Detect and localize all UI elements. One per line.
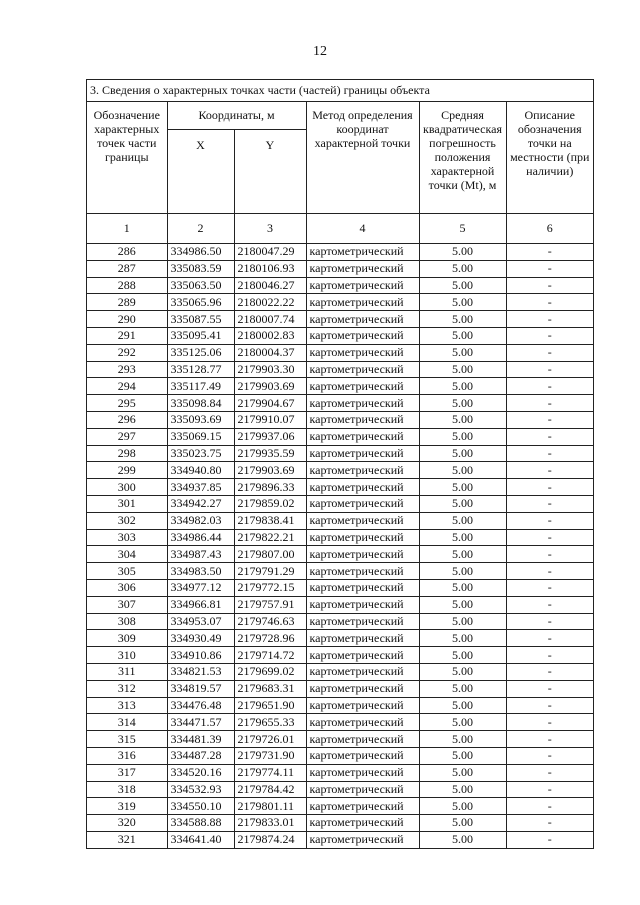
- y-coordinate-cell: 2179655.33: [234, 714, 306, 731]
- error-cell: 5.00: [419, 747, 506, 764]
- column-number: 1: [87, 214, 167, 244]
- error-cell: 5.00: [419, 327, 506, 344]
- error-cell: 5.00: [419, 395, 506, 412]
- y-coordinate-cell: 2179774.11: [234, 764, 306, 781]
- y-coordinate-cell: 2180046.27: [234, 277, 306, 294]
- method-cell: картометрический: [306, 546, 419, 563]
- x-coordinate-cell: 335063.50: [167, 277, 234, 294]
- method-cell: картометрический: [306, 327, 419, 344]
- method-cell: картометрический: [306, 260, 419, 277]
- x-coordinate-cell: 334986.50: [167, 244, 234, 261]
- method-cell: картометрический: [306, 781, 419, 798]
- error-cell: 5.00: [419, 260, 506, 277]
- description-cell: -: [506, 764, 593, 781]
- y-coordinate-cell: 2179731.90: [234, 747, 306, 764]
- error-cell: 5.00: [419, 630, 506, 647]
- point-cell: 313: [87, 697, 167, 714]
- table-row: [87, 361, 593, 378]
- x-coordinate-cell: 334983.50: [167, 563, 234, 580]
- table-row: [87, 244, 593, 261]
- point-cell: 291: [87, 327, 167, 344]
- table-row: [87, 697, 593, 714]
- method-cell: картометрический: [306, 663, 419, 680]
- description-cell: -: [506, 831, 593, 848]
- description-cell: -: [506, 613, 593, 630]
- y-coordinate-cell: 2179937.06: [234, 428, 306, 445]
- error-cell: 5.00: [419, 596, 506, 613]
- error-cell: 5.00: [419, 411, 506, 428]
- point-cell: 310: [87, 647, 167, 664]
- description-cell: -: [506, 680, 593, 697]
- error-cell: 5.00: [419, 479, 506, 496]
- point-cell: 307: [87, 596, 167, 613]
- description-cell: -: [506, 647, 593, 664]
- table-row: [87, 378, 593, 395]
- table-row: [87, 647, 593, 664]
- point-cell: 318: [87, 781, 167, 798]
- error-cell: 5.00: [419, 344, 506, 361]
- table-row: [87, 596, 593, 613]
- description-cell: -: [506, 563, 593, 580]
- method-cell: картометрический: [306, 798, 419, 815]
- y-coordinate-cell: 2179801.11: [234, 798, 306, 815]
- point-cell: 311: [87, 663, 167, 680]
- description-cell: -: [506, 344, 593, 361]
- header-x: X: [167, 130, 234, 214]
- y-coordinate-cell: 2179896.33: [234, 479, 306, 496]
- point-cell: 298: [87, 445, 167, 462]
- table-row: [87, 731, 593, 748]
- x-coordinate-cell: 334550.10: [167, 798, 234, 815]
- y-coordinate-cell: 2179651.90: [234, 697, 306, 714]
- x-coordinate-cell: 334476.48: [167, 697, 234, 714]
- description-cell: -: [506, 731, 593, 748]
- description-cell: -: [506, 462, 593, 479]
- method-cell: картометрический: [306, 395, 419, 412]
- description-cell: -: [506, 596, 593, 613]
- y-coordinate-cell: 2179838.41: [234, 512, 306, 529]
- table-row: [87, 831, 593, 848]
- description-cell: -: [506, 747, 593, 764]
- column-number: 2: [167, 214, 234, 244]
- y-coordinate-cell: 2179728.96: [234, 630, 306, 647]
- y-coordinate-cell: 2179683.31: [234, 680, 306, 697]
- table-row: [87, 630, 593, 647]
- x-coordinate-cell: 335128.77: [167, 361, 234, 378]
- table-row: [87, 815, 593, 832]
- y-coordinate-cell: 2179910.07: [234, 411, 306, 428]
- x-coordinate-cell: 334821.53: [167, 663, 234, 680]
- y-coordinate-cell: 2179859.02: [234, 495, 306, 512]
- x-coordinate-cell: 334937.85: [167, 479, 234, 496]
- y-coordinate-cell: 2179833.01: [234, 815, 306, 832]
- point-cell: 320: [87, 815, 167, 832]
- error-cell: 5.00: [419, 579, 506, 596]
- table-row: [87, 327, 593, 344]
- error-cell: 5.00: [419, 311, 506, 328]
- description-cell: -: [506, 529, 593, 546]
- point-cell: 286: [87, 244, 167, 261]
- y-coordinate-cell: 2179903.69: [234, 378, 306, 395]
- header-description: Описание обозначения точки на местности (при наличии): [506, 102, 593, 214]
- column-number-row: [87, 214, 593, 244]
- header-error: Средняя квадратическая погрешность положения характерной точки (Mt), м: [419, 102, 506, 214]
- y-coordinate-cell: 2179714.72: [234, 647, 306, 664]
- error-cell: 5.00: [419, 815, 506, 832]
- y-coordinate-cell: 2179726.01: [234, 731, 306, 748]
- header-coordinates: Координаты, м: [167, 102, 306, 130]
- description-cell: -: [506, 378, 593, 395]
- x-coordinate-cell: 335117.49: [167, 378, 234, 395]
- description-cell: -: [506, 546, 593, 563]
- x-coordinate-cell: 334953.07: [167, 613, 234, 630]
- header-point-designation: Обозначение характерных точек части границы: [87, 102, 167, 214]
- description-cell: -: [506, 781, 593, 798]
- table-row: [87, 445, 593, 462]
- point-cell: 290: [87, 311, 167, 328]
- y-coordinate-cell: 2180022.22: [234, 294, 306, 311]
- error-cell: 5.00: [419, 613, 506, 630]
- method-cell: картометрический: [306, 411, 419, 428]
- point-cell: 293: [87, 361, 167, 378]
- description-cell: -: [506, 697, 593, 714]
- description-cell: -: [506, 495, 593, 512]
- x-coordinate-cell: 334471.57: [167, 714, 234, 731]
- x-coordinate-cell: 334940.80: [167, 462, 234, 479]
- description-cell: -: [506, 512, 593, 529]
- x-coordinate-cell: 335065.96: [167, 294, 234, 311]
- error-cell: 5.00: [419, 428, 506, 445]
- error-cell: 5.00: [419, 831, 506, 848]
- x-coordinate-cell: 335095.41: [167, 327, 234, 344]
- point-cell: 312: [87, 680, 167, 697]
- point-cell: 306: [87, 579, 167, 596]
- x-coordinate-cell: 334481.39: [167, 731, 234, 748]
- point-cell: 300: [87, 479, 167, 496]
- boundary-points-section: [86, 79, 594, 849]
- error-cell: 5.00: [419, 663, 506, 680]
- error-cell: 5.00: [419, 294, 506, 311]
- x-coordinate-cell: 334641.40: [167, 831, 234, 848]
- method-cell: картометрический: [306, 630, 419, 647]
- table-row: [87, 277, 593, 294]
- x-coordinate-cell: 334986.44: [167, 529, 234, 546]
- page-number: 12: [313, 44, 327, 59]
- description-cell: -: [506, 327, 593, 344]
- point-cell: 308: [87, 613, 167, 630]
- error-cell: 5.00: [419, 731, 506, 748]
- description-cell: -: [506, 428, 593, 445]
- error-cell: 5.00: [419, 495, 506, 512]
- point-cell: 302: [87, 512, 167, 529]
- method-cell: картометрический: [306, 495, 419, 512]
- table-row: [87, 294, 593, 311]
- table-header-row: [87, 102, 593, 130]
- error-cell: 5.00: [419, 445, 506, 462]
- method-cell: картометрический: [306, 747, 419, 764]
- x-coordinate-cell: 335083.59: [167, 260, 234, 277]
- error-cell: 5.00: [419, 647, 506, 664]
- table-row: [87, 798, 593, 815]
- y-coordinate-cell: 2179746.63: [234, 613, 306, 630]
- method-cell: картометрический: [306, 361, 419, 378]
- method-cell: картометрический: [306, 831, 419, 848]
- method-cell: картометрический: [306, 731, 419, 748]
- y-coordinate-cell: 2179904.67: [234, 395, 306, 412]
- error-cell: 5.00: [419, 563, 506, 580]
- x-coordinate-cell: 334487.28: [167, 747, 234, 764]
- table-row: [87, 663, 593, 680]
- method-cell: картометрический: [306, 764, 419, 781]
- y-coordinate-cell: 2180007.74: [234, 311, 306, 328]
- point-cell: 314: [87, 714, 167, 731]
- y-coordinate-cell: 2179791.29: [234, 563, 306, 580]
- method-cell: картометрический: [306, 378, 419, 395]
- error-cell: 5.00: [419, 546, 506, 563]
- table-row: [87, 495, 593, 512]
- table-row: [87, 714, 593, 731]
- description-cell: -: [506, 395, 593, 412]
- x-coordinate-cell: 335093.69: [167, 411, 234, 428]
- error-cell: 5.00: [419, 462, 506, 479]
- description-cell: -: [506, 311, 593, 328]
- column-number: 3: [234, 214, 306, 244]
- x-coordinate-cell: 335069.15: [167, 428, 234, 445]
- method-cell: картометрический: [306, 428, 419, 445]
- method-cell: картометрический: [306, 563, 419, 580]
- method-cell: картометрический: [306, 479, 419, 496]
- table-row: [87, 260, 593, 277]
- method-cell: картометрический: [306, 579, 419, 596]
- error-cell: 5.00: [419, 680, 506, 697]
- x-coordinate-cell: 334977.12: [167, 579, 234, 596]
- table-row: [87, 680, 593, 697]
- method-cell: картометрический: [306, 714, 419, 731]
- table-row: [87, 781, 593, 798]
- point-cell: 305: [87, 563, 167, 580]
- description-cell: -: [506, 277, 593, 294]
- y-coordinate-cell: 2179784.42: [234, 781, 306, 798]
- method-cell: картометрический: [306, 244, 419, 261]
- x-coordinate-cell: 334966.81: [167, 596, 234, 613]
- description-cell: -: [506, 579, 593, 596]
- y-coordinate-cell: 2179772.15: [234, 579, 306, 596]
- description-cell: -: [506, 294, 593, 311]
- description-cell: -: [506, 630, 593, 647]
- point-cell: 296: [87, 411, 167, 428]
- description-cell: -: [506, 815, 593, 832]
- method-cell: картометрический: [306, 445, 419, 462]
- description-cell: -: [506, 714, 593, 731]
- column-number: 4: [306, 214, 419, 244]
- y-coordinate-cell: 2180106.93: [234, 260, 306, 277]
- error-cell: 5.00: [419, 361, 506, 378]
- table-row: [87, 462, 593, 479]
- point-cell: 295: [87, 395, 167, 412]
- method-cell: картометрический: [306, 311, 419, 328]
- table-body: [87, 244, 593, 849]
- method-cell: картометрический: [306, 529, 419, 546]
- description-cell: -: [506, 244, 593, 261]
- point-cell: 297: [87, 428, 167, 445]
- table-row: [87, 344, 593, 361]
- point-cell: 315: [87, 731, 167, 748]
- error-cell: 5.00: [419, 244, 506, 261]
- method-cell: картометрический: [306, 277, 419, 294]
- point-cell: 321: [87, 831, 167, 848]
- y-coordinate-cell: 2179903.69: [234, 462, 306, 479]
- method-cell: картометрический: [306, 680, 419, 697]
- table-row: [87, 411, 593, 428]
- description-cell: -: [506, 445, 593, 462]
- method-cell: картометрический: [306, 344, 419, 361]
- table-row: [87, 512, 593, 529]
- table-row: [87, 479, 593, 496]
- table-row: [87, 428, 593, 445]
- method-cell: картометрический: [306, 294, 419, 311]
- description-cell: -: [506, 663, 593, 680]
- y-coordinate-cell: 2180004.37: [234, 344, 306, 361]
- point-cell: 289: [87, 294, 167, 311]
- y-coordinate-cell: 2180002.83: [234, 327, 306, 344]
- method-cell: картометрический: [306, 462, 419, 479]
- point-cell: 309: [87, 630, 167, 647]
- point-cell: 288: [87, 277, 167, 294]
- column-number: 6: [506, 214, 593, 244]
- column-number: 5: [419, 214, 506, 244]
- table-row: [87, 747, 593, 764]
- x-coordinate-cell: 335125.06: [167, 344, 234, 361]
- method-cell: картометрический: [306, 697, 419, 714]
- method-cell: картометрический: [306, 815, 419, 832]
- error-cell: 5.00: [419, 714, 506, 731]
- point-cell: 287: [87, 260, 167, 277]
- point-cell: 317: [87, 764, 167, 781]
- method-cell: картометрический: [306, 613, 419, 630]
- description-cell: -: [506, 798, 593, 815]
- error-cell: 5.00: [419, 529, 506, 546]
- x-coordinate-cell: 334819.57: [167, 680, 234, 697]
- x-coordinate-cell: 334982.03: [167, 512, 234, 529]
- x-coordinate-cell: 334910.86: [167, 647, 234, 664]
- error-cell: 5.00: [419, 277, 506, 294]
- header-y: Y: [234, 130, 306, 214]
- error-cell: 5.00: [419, 781, 506, 798]
- x-coordinate-cell: 334930.49: [167, 630, 234, 647]
- x-coordinate-cell: 334987.43: [167, 546, 234, 563]
- error-cell: 5.00: [419, 512, 506, 529]
- point-cell: 316: [87, 747, 167, 764]
- y-coordinate-cell: 2179822.21: [234, 529, 306, 546]
- table-row: [87, 395, 593, 412]
- point-cell: 299: [87, 462, 167, 479]
- method-cell: картометрический: [306, 512, 419, 529]
- description-cell: -: [506, 361, 593, 378]
- y-coordinate-cell: 2179757.91: [234, 596, 306, 613]
- error-cell: 5.00: [419, 764, 506, 781]
- x-coordinate-cell: 335087.55: [167, 311, 234, 328]
- y-coordinate-cell: 2179807.00: [234, 546, 306, 563]
- y-coordinate-cell: 2179874.24: [234, 831, 306, 848]
- x-coordinate-cell: 334532.93: [167, 781, 234, 798]
- y-coordinate-cell: 2179935.59: [234, 445, 306, 462]
- table-row: [87, 529, 593, 546]
- point-cell: 303: [87, 529, 167, 546]
- point-cell: 319: [87, 798, 167, 815]
- boundary-points-table: [87, 102, 593, 849]
- point-cell: 304: [87, 546, 167, 563]
- table-row: [87, 563, 593, 580]
- description-cell: -: [506, 411, 593, 428]
- point-cell: 301: [87, 495, 167, 512]
- error-cell: 5.00: [419, 378, 506, 395]
- description-cell: -: [506, 260, 593, 277]
- y-coordinate-cell: 2179903.30: [234, 361, 306, 378]
- error-cell: 5.00: [419, 697, 506, 714]
- x-coordinate-cell: 334588.88: [167, 815, 234, 832]
- error-cell: 5.00: [419, 798, 506, 815]
- section-title: 3. Сведения о характерных точках части (частей) границы объекта: [87, 80, 593, 102]
- header-method: Метод определения координат характерной точки: [306, 102, 419, 214]
- method-cell: картометрический: [306, 596, 419, 613]
- y-coordinate-cell: 2180047.29: [234, 244, 306, 261]
- x-coordinate-cell: 335098.84: [167, 395, 234, 412]
- y-coordinate-cell: 2179699.02: [234, 663, 306, 680]
- table-row: [87, 613, 593, 630]
- point-cell: 294: [87, 378, 167, 395]
- table-row: [87, 546, 593, 563]
- description-cell: -: [506, 479, 593, 496]
- table-row: [87, 764, 593, 781]
- table-row: [87, 579, 593, 596]
- x-coordinate-cell: 334520.16: [167, 764, 234, 781]
- table-row: [87, 311, 593, 328]
- x-coordinate-cell: 335023.75: [167, 445, 234, 462]
- x-coordinate-cell: 334942.27: [167, 495, 234, 512]
- point-cell: 292: [87, 344, 167, 361]
- method-cell: картометрический: [306, 647, 419, 664]
